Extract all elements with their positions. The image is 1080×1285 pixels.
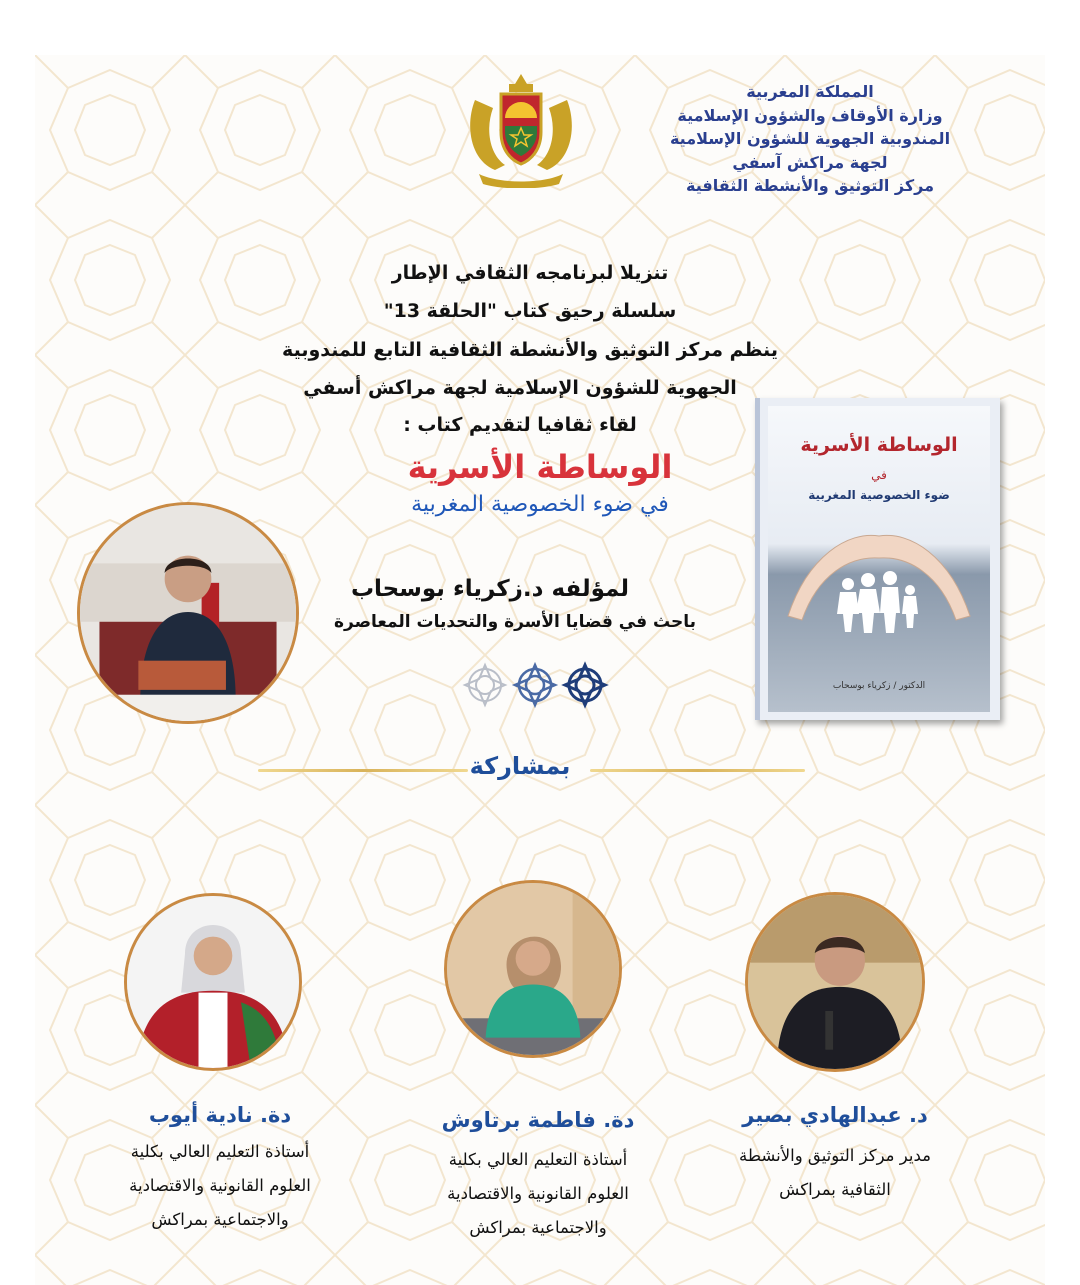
participation-heading: بمشاركة	[469, 752, 571, 780]
intro-line-1: تنزيلا لبرنامجه الثقافي الإطار	[391, 262, 669, 284]
institution-header	[645, 80, 975, 198]
header-line-delegation: المندوبية الجهوية للشؤون الإسلامية	[669, 129, 951, 148]
participant-desc-1	[695, 1139, 975, 1207]
book-cover-author: الدكتور / زكرياء بوسحاب	[832, 681, 926, 691]
star-ornaments-icon	[460, 660, 610, 710]
book-cover-art	[768, 406, 990, 712]
author-description: باحث في قضايا الأسرة والتحديات المعاصرة	[333, 612, 697, 632]
header-line-ministry: وزارة الأوقاف والشؤون الإسلامية	[677, 105, 943, 125]
participant-desc-3-line-3: والاجتماعية بمراكش	[151, 1210, 289, 1229]
book-subtitle: في ضوء الخصوصية المغربية	[411, 492, 669, 517]
book-cover-subtitle: ضوء الخصوصية المغربية	[808, 488, 950, 502]
participant-desc-3-line-1: أستاذة التعليم العالي بكلية	[130, 1142, 310, 1161]
participant-desc-1-line-1: مدير مركز التوثيق والأنشطة	[739, 1146, 931, 1165]
header-line-kingdom: المملكة المغربية	[746, 82, 874, 101]
royal-emblem-icon	[465, 70, 577, 188]
divider-left	[258, 769, 468, 772]
participant-desc-3-line-2: العلوم القانونية والاقتصادية	[129, 1176, 311, 1195]
book-title: الوساطة الأسرية	[407, 448, 673, 486]
participant-name-3: دة. نادية أيوب	[148, 1103, 292, 1127]
author-name: لمؤلفه د.زكرياء بوسحاب	[350, 576, 630, 602]
intro-line-5: لقاء ثقافيا لتقديم كتاب :	[403, 414, 637, 436]
book-cover-title: الوساطة الأسرية	[800, 434, 958, 456]
intro-line-2: سلسلة رحيق كتاب "الحلقة 13"	[383, 300, 677, 322]
book-cover	[755, 398, 1000, 720]
divider-right	[590, 769, 805, 772]
family-hands-icon	[768, 406, 990, 712]
header-line-region: لجهة مراكش آسفي	[732, 152, 888, 172]
participant-desc-2-line-1: أستاذة التعليم العالي بكلية	[448, 1150, 628, 1169]
participant-name-2: دة. فاطمة برتاوش	[441, 1108, 635, 1132]
participant-name-1: د. عبدالهادي بصير	[742, 1103, 928, 1127]
author-photo	[77, 502, 299, 724]
participant-desc-1-line-2: الثقافية بمراكش	[779, 1180, 891, 1199]
intro-line-4: الجهوية للشؤون الإسلامية لجهة مراكش أسفي	[303, 377, 737, 399]
header-line-center: مركز التوثيق والأنشطة الثقافية	[685, 176, 935, 195]
book-cover-fi: في	[871, 468, 887, 482]
participant-photo-2	[444, 880, 622, 1058]
participant-desc-2	[398, 1143, 678, 1245]
participant-photo-1	[745, 892, 925, 1072]
intro-line-3: ينظم مركز التوثيق والأنشطة الثقافية التابع للمندوبية	[282, 339, 778, 361]
participant-desc-2-line-3: والاجتماعية بمراكش	[469, 1218, 607, 1237]
participant-desc-3	[80, 1135, 360, 1237]
participant-photo-3	[124, 893, 302, 1071]
participant-desc-2-line-2: العلوم القانونية والاقتصادية	[447, 1184, 629, 1203]
